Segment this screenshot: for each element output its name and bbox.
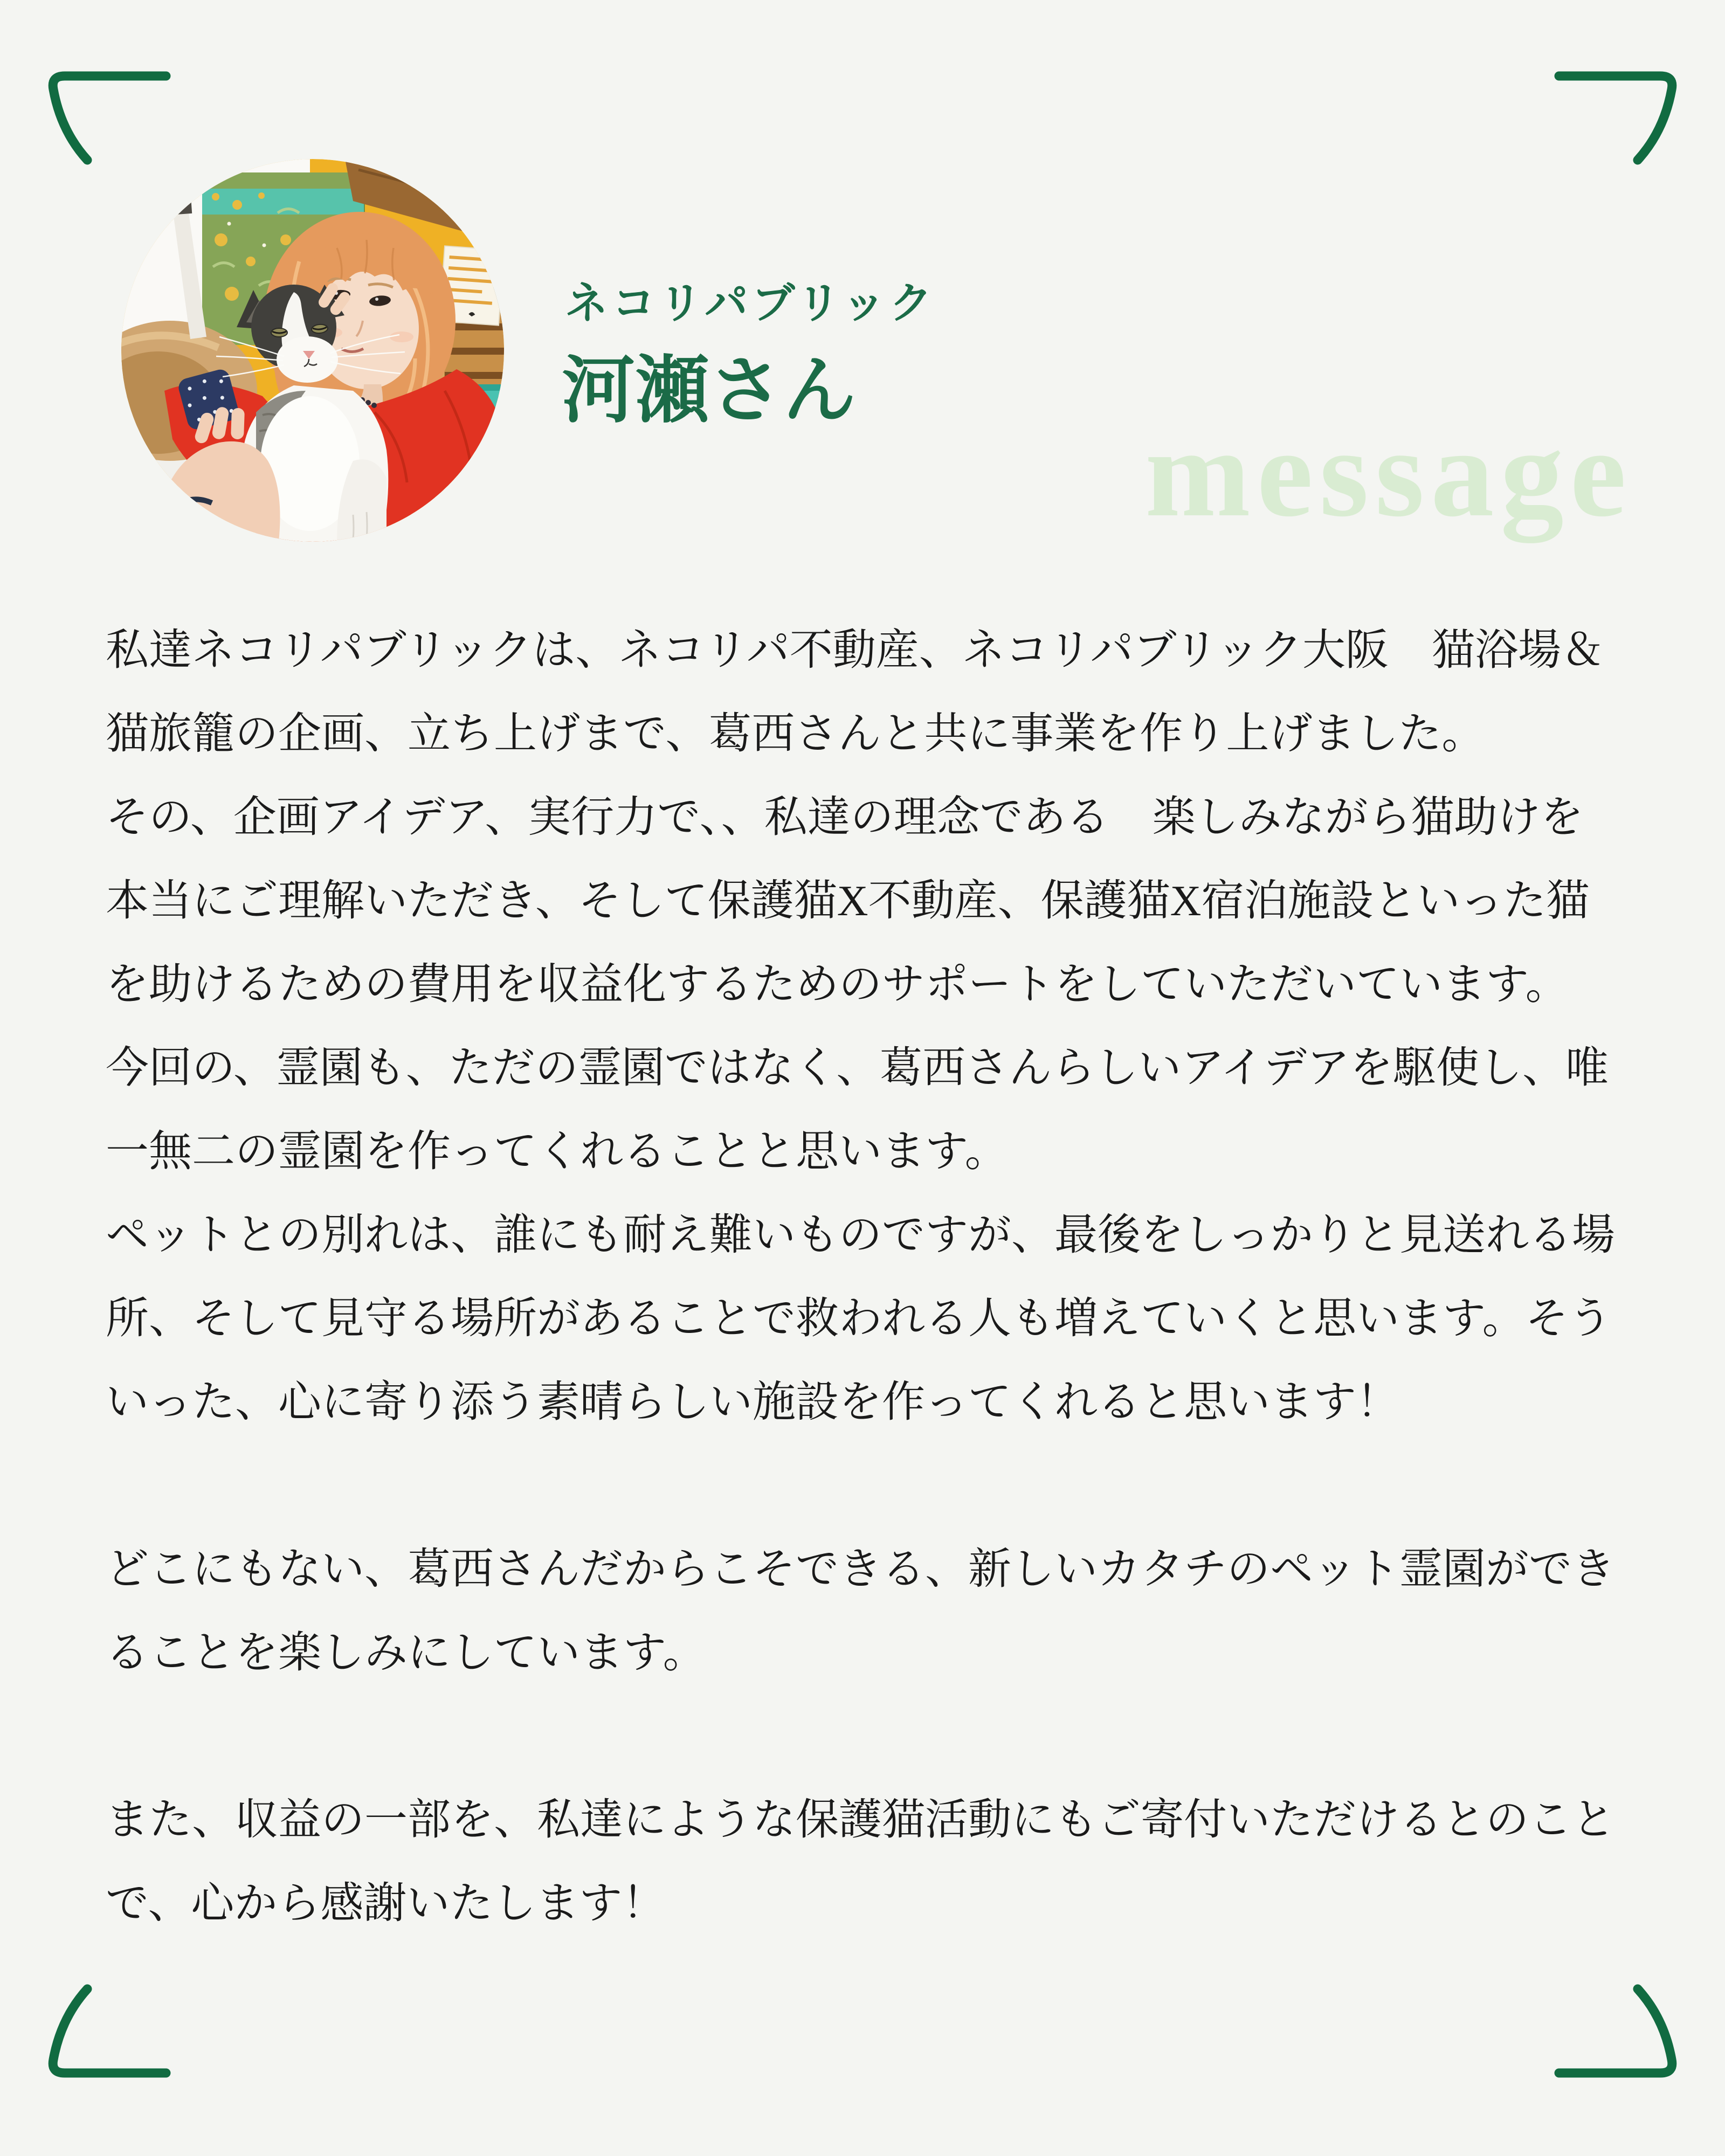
message-body	[106, 609, 1637, 1946]
text-line: を助けるための費用を収益化するためのサポートをしていただいています。	[106, 961, 1569, 1008]
corner-bracket-bottom-right-icon	[1559, 1989, 1672, 2073]
paragraph-3	[106, 1779, 1637, 1946]
corner-bracket-bottom-left-icon	[53, 1989, 166, 2073]
text-line: 私達ネコリパブリックは、ネコリパ不動産、ネコリパブリック大阪 猫浴場＆	[106, 627, 1604, 674]
organization-name: ネコリパブリック	[565, 280, 936, 328]
text-line: どこにもない、葛西さんだからこそできる、新しいカタチのペット霊園ができ	[106, 1546, 1615, 1593]
paragraph-1	[106, 609, 1637, 1445]
corner-bracket-top-left-icon	[53, 76, 166, 160]
text-line: 今回の、霊園も、ただの霊園ではなく、葛西さんらしいアイデアを駆使し、唯	[106, 1045, 1609, 1092]
text-line: 本当にご理解いただき、そして保護猫X不動産、保護猫X宿泊施設といった猫	[106, 877, 1590, 925]
text-line: その、企画アイデア、実行力で、、私達の理念である 楽しみながら猫助けを	[106, 794, 1584, 841]
text-line: 一無二の霊園を作ってくれることと思います。	[106, 1128, 1008, 1176]
profile-photo-illustration	[121, 159, 504, 542]
text-line: 所、そして見守る場所があることで救われる人も増えていくと思います。そう	[106, 1295, 1612, 1343]
text-line: いった、心に寄り添う素晴らしい施設を作ってくれると思います！	[106, 1379, 1399, 1426]
message-watermark: message	[1145, 403, 1633, 543]
text-line: ペットとの別れは、誰にも耐え難いものですが、最後をしっかりと見送れる場	[106, 1212, 1615, 1259]
text-line: で、心から感謝いたします！	[106, 1880, 666, 1927]
person-name: 河瀬さん	[562, 351, 857, 432]
text-line: ることを楽しみにしています。	[106, 1629, 706, 1677]
paragraph-2	[106, 1528, 1637, 1695]
text-line: 猫旅籠の企画、立ち上げまで、葛西さんと共に事業を作り上げました。	[106, 710, 1485, 758]
profile-photo	[121, 159, 504, 542]
corner-bracket-top-right-icon	[1559, 76, 1672, 160]
text-line: また、収益の一部を、私達にような保護猫活動にもご寄付いただけるとのこと	[106, 1796, 1615, 1844]
